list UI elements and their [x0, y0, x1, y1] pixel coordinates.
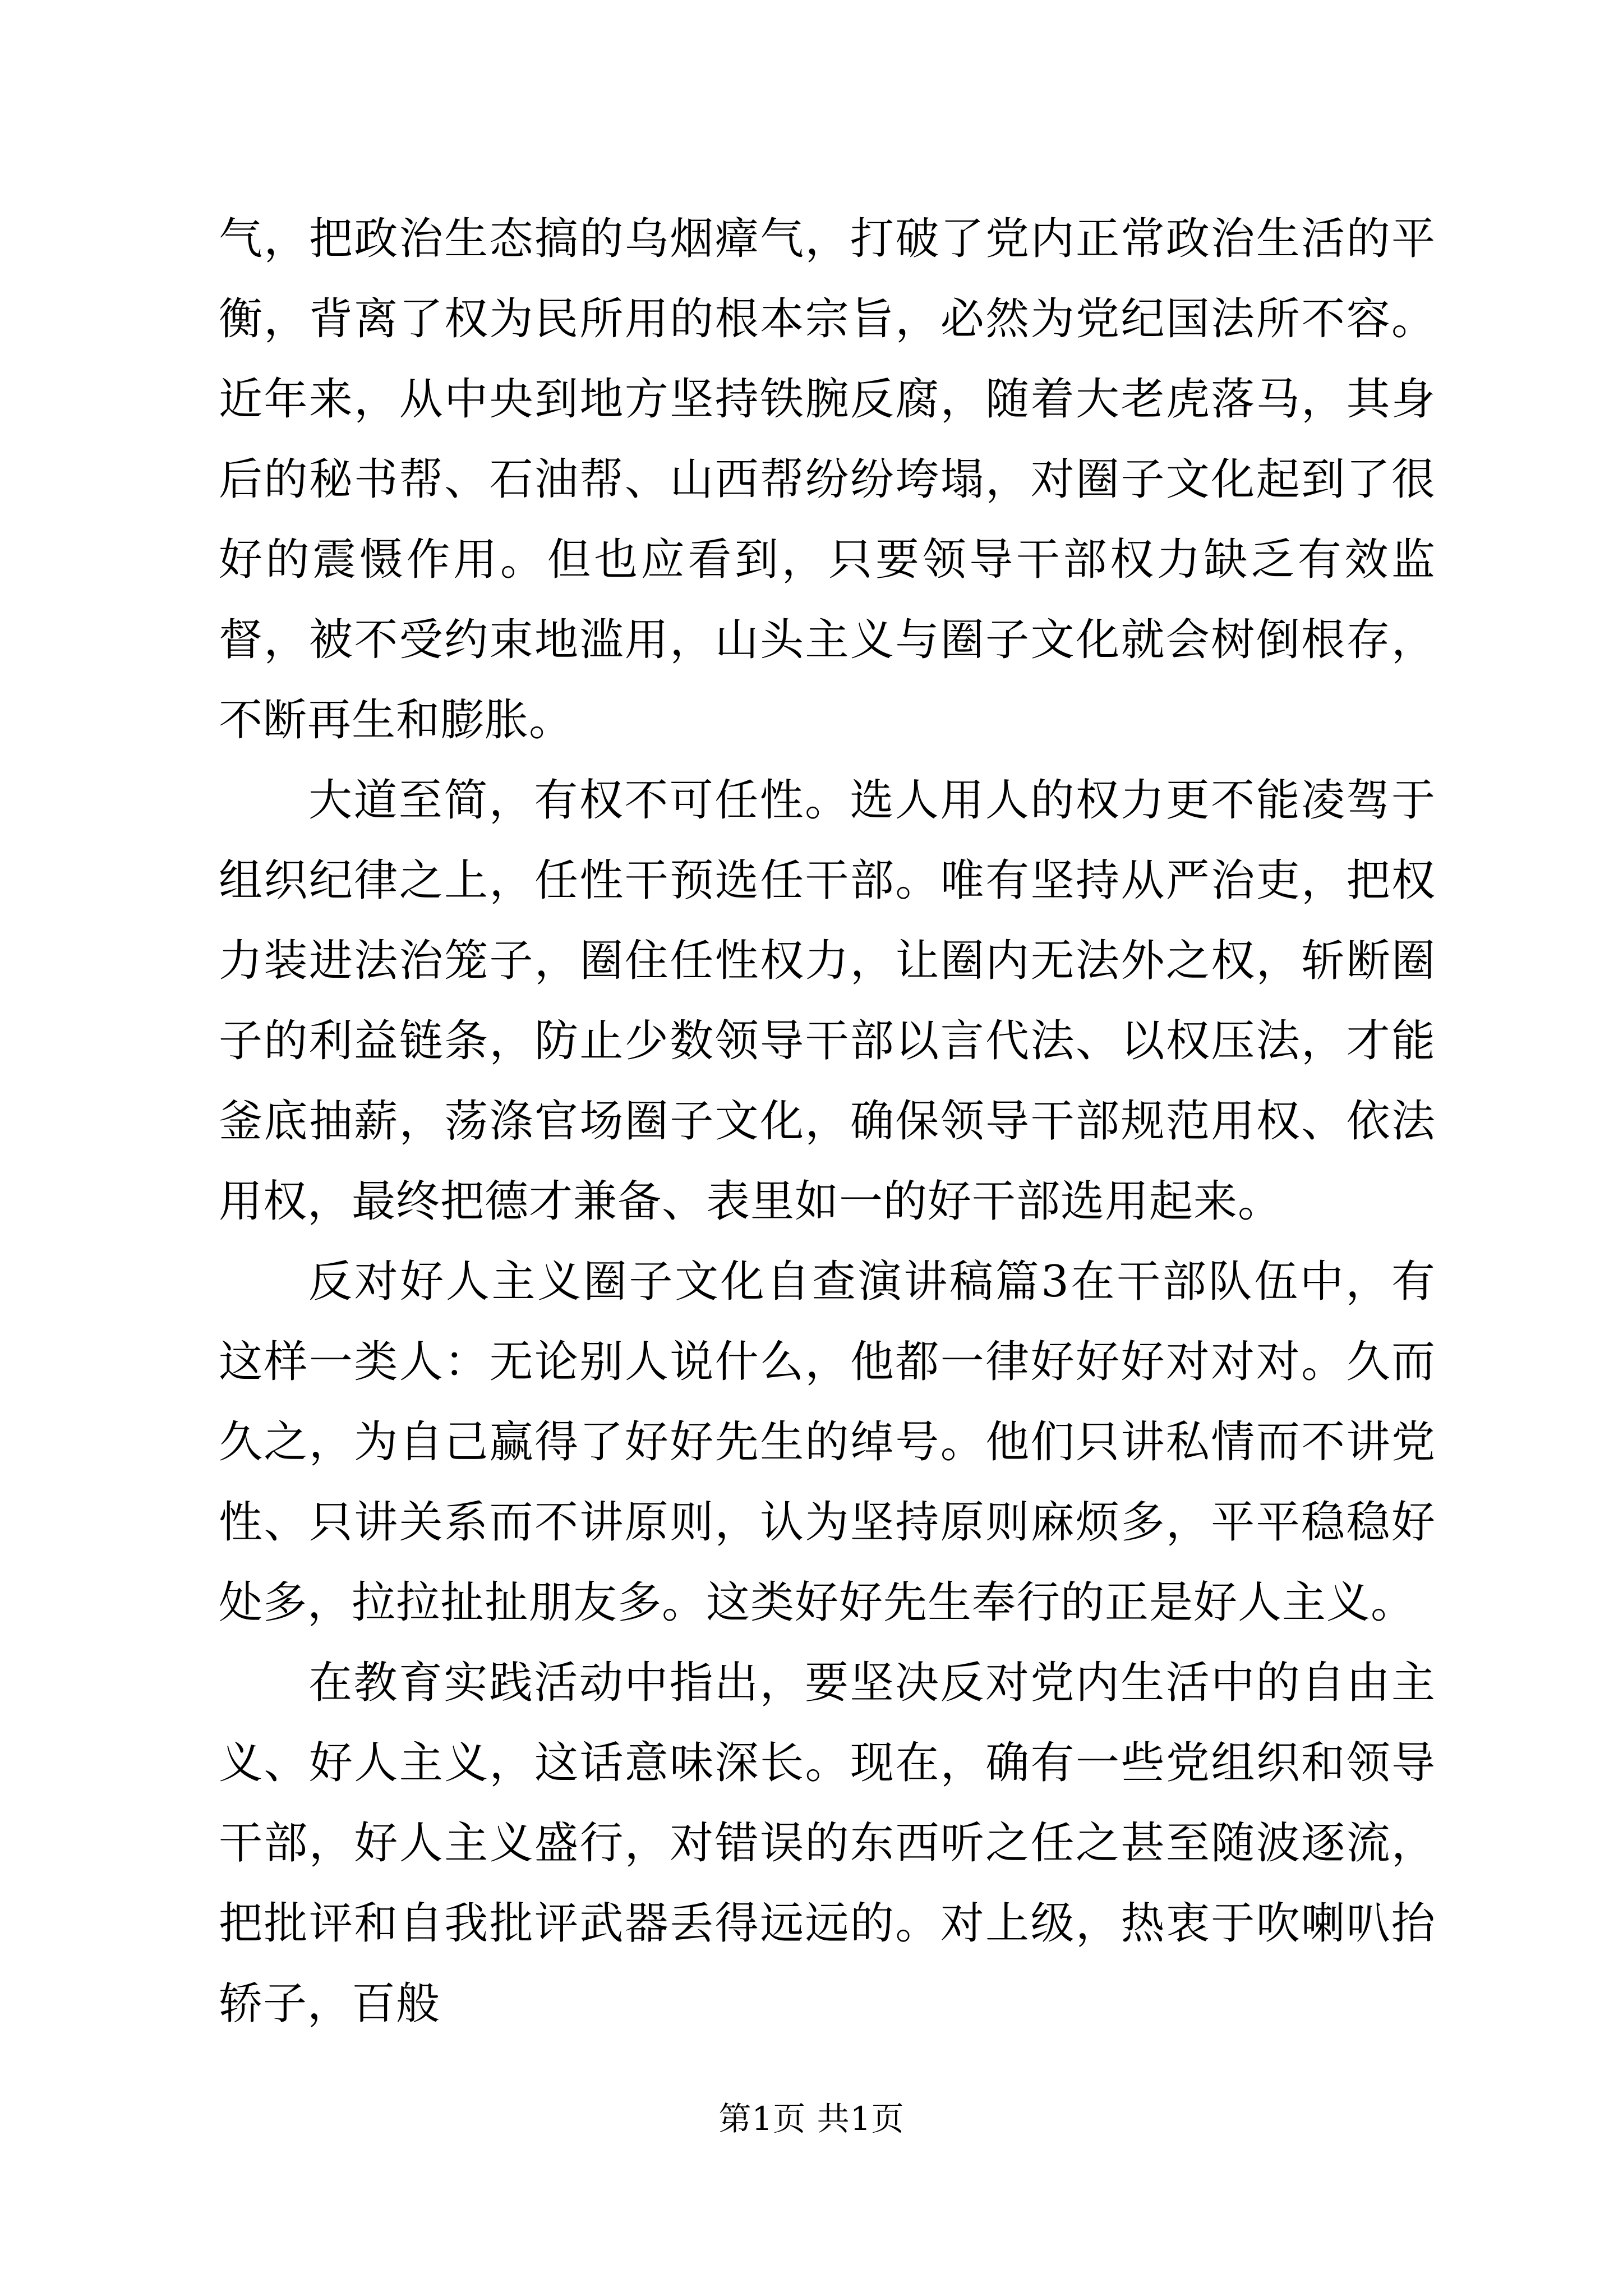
paragraph-2: 大道至简，有权不可任性。选人用人的权力更不能凌驾于组织纪律之上，任性干预选任干部。唯有坚持从严治吏，把权力装进法治笼子，圈住任性权力，让圈内无法外之权，斩断圈子的利益链条，防止少数领导干部以言代法、以权压法，才能釜底抽薪，荡涤官场圈子文化，确保领导干部规范用权、依法用权，最终把德才兼备、表里如一的好干部选用起来。	[219, 775, 1436, 1227]
paragraph-4: 在教育实践活动中指出，要坚决反对党内生活中的自由主义、好人主义，这话意味深长。现在，确有一些党组织和领导干部，好人主义盛行，对错误的东西听之任之甚至随波逐流，把批评和自我批评武器丢得远远的。对上级，热衷于吹喇叭抬轿子，百般	[219, 1658, 1436, 2029]
paragraph-3: 反对好人主义圈子文化自查演讲稿篇3在干部队伍中，有这样一类人：无论别人说什么，他都一律好好好对对对。久而久之，为自己赢得了好好先生的绰号。他们只讲私情而不讲党性、只讲关系而不讲原则，认为坚持原则麻烦多，平平稳稳好处多，拉拉扯扯朋友多。这类好好先生奉行的正是好人主义。	[219, 1257, 1436, 1628]
document-body	[219, 199, 1436, 2044]
paragraph-1: 气，把政治生态搞的乌烟瘴气，打破了党内正常政治生活的平衡，背离了权为民所用的根本宗旨，必然为党纪国法所不容。近年来，从中央到地方坚持铁腕反腐，随着大老虎落马，其身后的秘书帮、石油帮、山西帮纷纷垮塌，对圈子文化起到了很好的震慑作用。但也应看到，只要领导干部权力缺乏有效监督，被不受约束地滥用，山头主义与圈子文化就会树倒根存，不断再生和膨胀。	[219, 214, 1436, 746]
page-footer: 第1页 共1页	[718, 2100, 905, 2138]
